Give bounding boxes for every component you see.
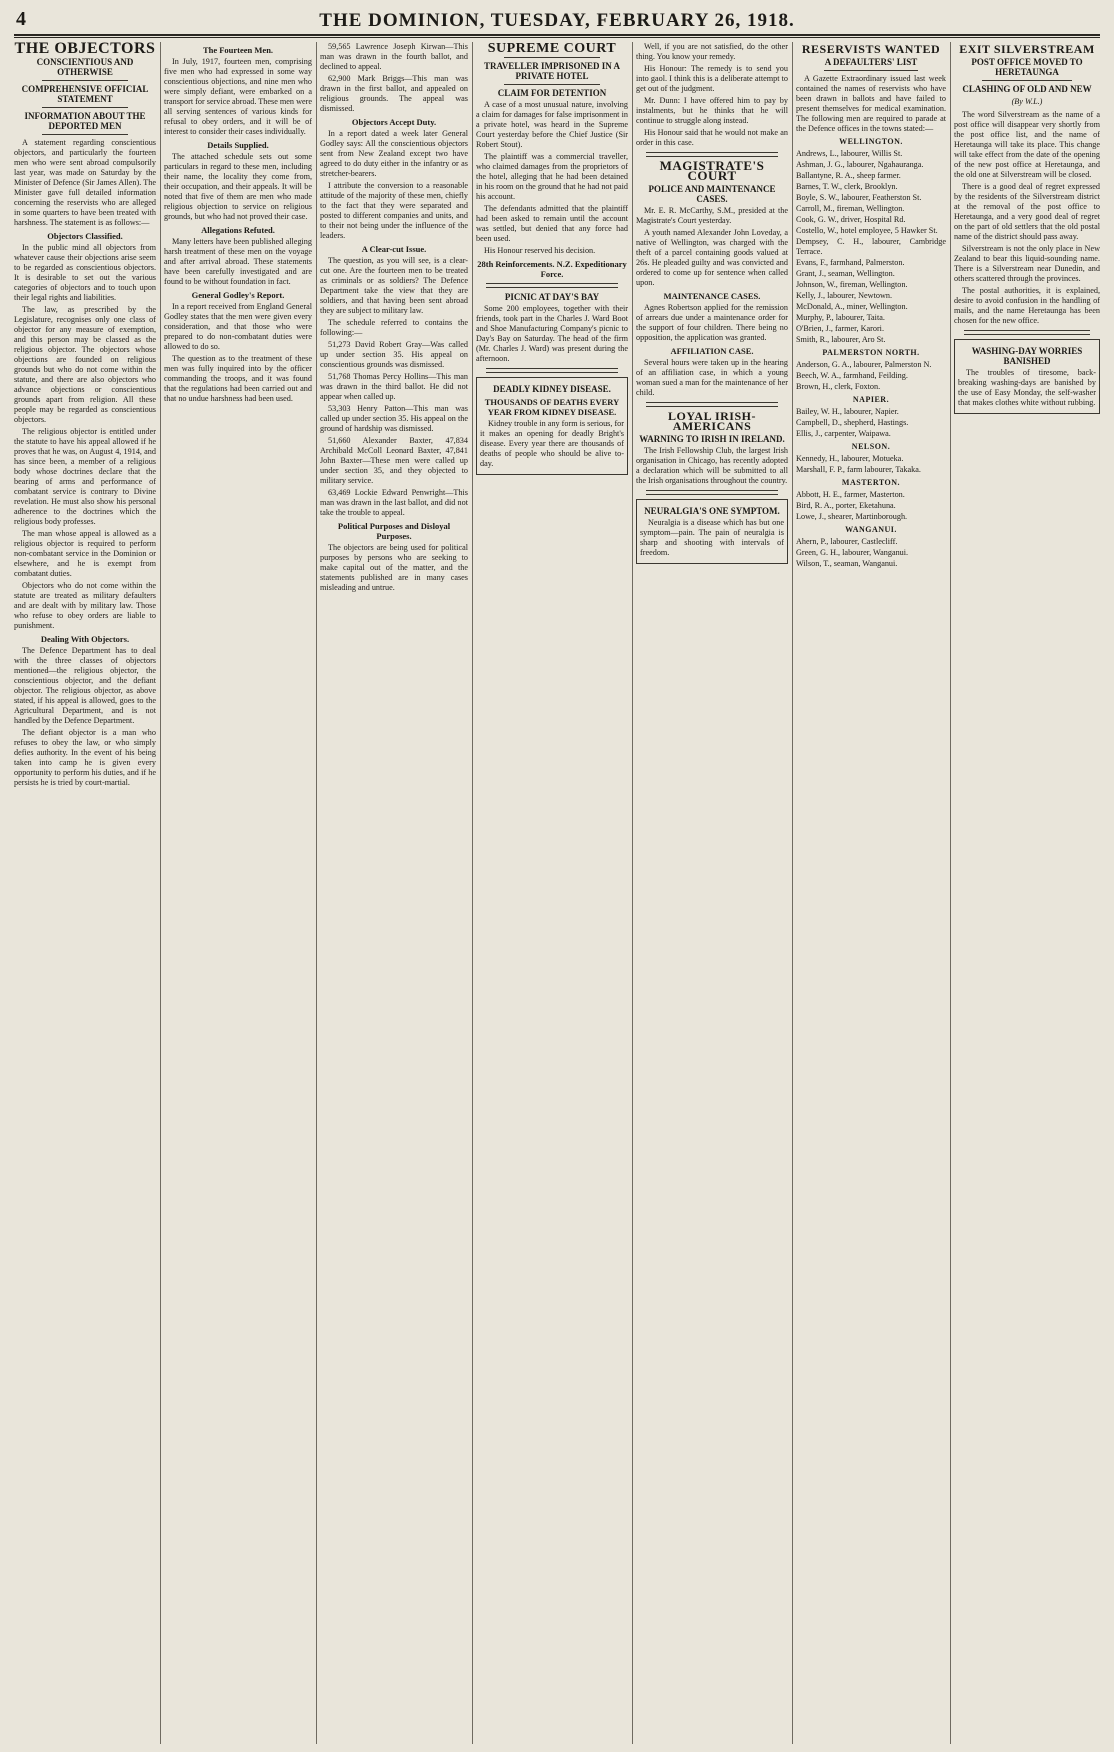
subhead-objectors: CONSCIENTIOUS AND OTHERWISE xyxy=(36,57,134,77)
column-rule xyxy=(632,42,633,1744)
article-paragraph: The attached schedule sets out some particulars in regard to these men, including their name, the locality they come from, their occupation, and their appeals. It will be noted that five of them are men who made religious objection to service on religious grounds, but who had not proved their case. xyxy=(164,152,312,221)
defaulter-entry: McDonald, A., miner, Wellington. xyxy=(796,302,908,311)
headline-irish: LOYAL IRISH-AMERICANS xyxy=(668,409,756,433)
article-paragraph: The defendants admitted that the plaintiff had been asked to remain until the account was settled, but denied that any force had been used. xyxy=(476,204,628,243)
defaulter-entry: Dempsey, C. H., labourer, Cambridge Terrace. xyxy=(796,237,946,256)
divider xyxy=(42,107,128,108)
headline-silverstream: EXIT SILVERSTREAM xyxy=(959,42,1095,56)
defaulter-entry: Andrews, L., labourer, Willis St. xyxy=(796,149,903,158)
article-paragraph: The plaintiff was a commercial traveller, who claimed damages from the proprietors of the hotel, alleging that he had been detained in his room on the ground that he had not paid his account. xyxy=(476,152,628,201)
place-heading: NELSON. xyxy=(851,442,891,451)
defaulter-entry: Wilson, T., seaman, Wanganui. xyxy=(796,559,898,568)
column-5 xyxy=(636,42,788,1744)
article-paragraph: The law, as prescribed by the Legislature, recognises only one class of objector for any measure of exemption, and this person may be classed as the religious objector. The objectors whose objections are founded on religious grounds but who do not come within the statute, and there are also objectors who advance objections or conscientious grounds apart from religion. All these people may be regarded as conscientious objectors. xyxy=(14,305,156,424)
schedule-entry: 51,660 Alexander Baxter, 47,834 Archibald McColl Leonard Baxter, 47,841 John Baxter—These men were called up under section 35, and they objected to military service. xyxy=(320,436,468,485)
defaulter-entry: Kelly, J., labourer, Newtown. xyxy=(796,291,893,300)
article-paragraph: The religious objector is entitled under the statute to have his appeal allowed if he proves that he was, on August 4, 1914, and has since been, a member of a religious body whose doctrines declare that the bearing of arms and performance of combatant service is contrary to Divine revelation. He must also show his personal adherence to the doctrines which the religious body professes. xyxy=(14,427,156,526)
ad-text: Kidney trouble in any form is serious, for it makes an opening for deadly Bright's disease. Every year there are thousands of deaths of people who should be alive to-day. xyxy=(480,419,624,468)
article-paragraph: The postal authorities, it is explained, desire to avoid confusion in the handling of mails, and the name Heretaunga has been chosen for the new office. xyxy=(954,286,1100,325)
defaulter-entry: Beech, W. A., farmhand, Feilding. xyxy=(796,371,908,380)
column-1 xyxy=(14,42,156,1744)
section-heading: Political Purposes and Disloyal Purposes. xyxy=(337,521,451,541)
ad-text: The troubles of tiresome, back-breaking washing-days are banished by the use of Easy Monday, the self-washer that makes clothes white without rubbing. xyxy=(958,368,1096,407)
defaulter-entry: Evans, F., farmhand, Palmerston. xyxy=(796,258,905,267)
article-paragraph: Many letters have been published alleging harsh treatment of these men on the voyage and after arrival abroad. These statements have been carefully investigated and are found to be without foundation in fact. xyxy=(164,237,312,286)
section-heading: MAINTENANCE CASES. xyxy=(663,291,761,301)
article-paragraph: I attribute the conversion to a reasonable attitude of the majority of these men, chiefly to the fact that they were separated and posted to different companies and units, and to their not being under the influence of the leaders. xyxy=(320,181,468,240)
newspaper-title: THE DOMINION, TUESDAY, FEBRUARY 26, 1918. xyxy=(319,10,795,31)
article-paragraph: There is a good deal of regret expressed by the residents of the Silverstream district at the removal of the post office to Heretaunga, and a very good deal of regret on the part of old settlers that the old postal name of the district should pass away. xyxy=(954,182,1100,241)
section-heading: Details Supplied. xyxy=(207,140,269,150)
defaulter-entry: Marshall, F. P., farm labourer, Takaka. xyxy=(796,465,921,474)
divider xyxy=(504,57,600,58)
subhead-picnic: PICNIC AT DAY'S BAY xyxy=(504,292,600,302)
defaulter-entry: Barnes, T. W., clerk, Brooklyn. xyxy=(796,182,898,191)
section-heading: Allegations Refuted. xyxy=(201,225,275,235)
article-paragraph: A statement regarding conscientious objectors, and particularly the fourteen men who were sent abroad compulsorily last year, was made on Saturday by the Minister of Defence (Sir James Allen). The Minister gave full detailed information concerning the reservists who are alleged in some quarters to have been treated with harshness. The statement is as follows:— xyxy=(14,138,156,227)
section-heading: Objectors Accept Duty. xyxy=(351,117,437,127)
ad-text: Neuralgia is a disease which has but one symptom—pain. The pain of neuralgia is sharp and shooting with intervals of freedom. xyxy=(640,518,784,557)
article-paragraph: The man whose appeal is allowed as a religious objector is required to perform non-combatant service in the Dominion or elsewhere, and he is exempt from combatant duties. xyxy=(14,529,156,578)
deck-warning: WARNING TO IRISH IN IRELAND. xyxy=(639,434,785,444)
place-heading: NAPIER. xyxy=(852,395,890,404)
article-paragraph: A case of a most unusual nature, involving a claim for damages for false imprisonment in a private hotel, was heard in the Supreme Court yesterday before the Chief Justice (Sir Robert Stout). xyxy=(476,100,628,149)
defaulter-entry: Smith, R., labourer, Aro St. xyxy=(796,335,886,344)
divider xyxy=(646,402,778,407)
defaulter-entry: Ballantyne, R. A., sheep farmer. xyxy=(796,171,901,180)
deck-statement: COMPREHENSIVE OFFICIAL STATEMENT xyxy=(21,84,149,104)
column-3 xyxy=(320,42,468,1744)
article-paragraph: A Gazette Extraordinary issued last week contained the names of reservists who have been drawn in ballots and have failed to present themselves for medical examination. The following men are required to parade at the Defence offices in the towns stated:— xyxy=(796,74,946,133)
deck-traveller: TRAVELLER IMPRISONED IN A PRIVATE HOTEL xyxy=(483,61,621,81)
section-heading: AFFILIATION CASE. xyxy=(670,346,754,356)
column-rule xyxy=(950,42,951,1744)
page-number: 4 xyxy=(16,8,26,30)
article-paragraph: In a report dated a week later General Godley says: All the conscientious objectors sent from New Zealand except two have agreed to do duty either in the infantry or as stretcher-bearers. xyxy=(320,129,468,178)
byline: (By W.L.) xyxy=(1011,97,1043,106)
defaulter-entry: Costello, W., hotel employee, 5 Hawker St. xyxy=(796,226,938,235)
article-paragraph: His Honour: The remedy is to send you into gaol. I think this is a deliberate attempt to get out of the judgment. xyxy=(636,64,788,93)
column-4 xyxy=(476,42,628,1744)
headline-objectors: THE OBJECTORS xyxy=(14,42,156,57)
notice-heading: 28th Reinforcements. N.Z. Expeditionary Force. xyxy=(477,259,627,279)
article-paragraph: The defiant objector is a man who refuses to obey the law, or who simply defies authority. In the event of his being taken into camp he is given every opportunity to perform his duties, and if he persists he is tried by court-martial. xyxy=(14,728,156,787)
defaulter-entry: Carroll, M., fireman, Wellington. xyxy=(796,204,905,213)
article-paragraph: The Irish Fellowship Club, the largest Irish organisation in Chicago, has recently adopted a declaration which will be submitted to all the Irish organisations throughout the country. xyxy=(636,446,788,485)
article-paragraph: Several hours were taken up in the hearing of an affiliation case, in which a young woman sued a man for the maintenance of her child. xyxy=(636,358,788,397)
divider xyxy=(824,70,918,71)
place-heading: MASTERTON. xyxy=(841,478,901,487)
defaulter-entry: Bailey, W. H., labourer, Napier. xyxy=(796,407,899,416)
defaulter-entry: Boyle, S. W., labourer, Featherston St. xyxy=(796,193,922,202)
headline-supreme-court: SUPREME COURT xyxy=(487,42,617,56)
article-paragraph: Objectors who do not come within the statute are treated as military defaulters and are dealt with by military law. Those who refuse to obey orders are liable to punishment. xyxy=(14,581,156,630)
advertisement-kidney xyxy=(476,377,628,475)
column-6 xyxy=(796,42,946,1744)
place-heading: WANGANUI. xyxy=(845,525,897,534)
article-paragraph: The word Silverstream as the name of a post office will disappear very shortly from the post office list, and the name of Heretaunga will take its place. This change will take effect from the date of the opening of the new post office at Heretaunga, and the old one at Silverstream will be closed. xyxy=(954,110,1100,179)
column-7 xyxy=(954,42,1100,1744)
masthead-rule xyxy=(14,37,1100,38)
column-rule xyxy=(792,42,793,1744)
article-paragraph: Mr. Dunn: I have offered him to pay by instalments, but he thinks that he will continue to struggle along instead. xyxy=(636,96,788,125)
section-heading: The Fourteen Men. xyxy=(202,45,274,55)
section-heading: A Clear-cut Issue. xyxy=(361,244,427,254)
defaulter-entry: Kennedy, H., labourer, Motueka. xyxy=(796,454,904,463)
deck-clashing: CLASHING OF OLD AND NEW xyxy=(962,84,1092,94)
divider xyxy=(504,84,600,85)
article-paragraph: His Honour said that he would not make an order in this case. xyxy=(636,128,788,147)
divider xyxy=(486,368,618,373)
defaulter-entry: Campbell, D., shepherd, Hastings. xyxy=(796,418,909,427)
article-paragraph: The question, as you will see, is a clear-cut one. Are the fourteen men to be treated as criminals or as soldiers? The Defence Department take the view that they are soldiers, and that having been sent abroad they are subject to military law. xyxy=(320,256,468,315)
defaulter-entry: Lowe, J., shearer, Martinborough. xyxy=(796,512,908,521)
defaulter-entry: Ahern, P., labourer, Castlecliff. xyxy=(796,537,898,546)
column-rule xyxy=(160,42,161,1744)
ad-subheading: THOUSANDS OF DEATHS EVERY YEAR FROM KIDNEY DISEASE. xyxy=(484,397,620,417)
section-heading: Dealing With Objectors. xyxy=(40,634,130,644)
divider xyxy=(964,330,1090,335)
schedule-entry: 53,303 Henry Patton—This man was called up under section 35. His appeal on the ground of hardship was dismissed. xyxy=(320,404,468,433)
section-heading: General Godley's Report. xyxy=(191,290,285,300)
article-paragraph: Agnes Robertson applied for the remission of arrears due under a maintenance order for the support of four children. There being no opposition, the application was granted. xyxy=(636,303,788,342)
defaulter-entry: Cook, G. W., driver, Hospital Rd. xyxy=(796,215,906,224)
defaulter-entry: Ashman, J. G., labourer, Ngahauranga. xyxy=(796,160,924,169)
deck-defaulters: A DEFAULTERS' LIST xyxy=(824,57,918,67)
divider xyxy=(646,152,778,157)
column-rule xyxy=(472,42,473,1744)
article-paragraph: 62,900 Mark Briggs—This man was drawn in the first ballot, and appealed on religious grounds. The appeal was dismissed. xyxy=(320,74,468,113)
divider xyxy=(42,80,128,81)
article-paragraph: Well, if you are not satisfied, do the other thing. You know your remedy. xyxy=(636,42,788,61)
divider xyxy=(646,490,778,495)
defaulter-entry: Johnson, W., fireman, Wellington. xyxy=(796,280,908,289)
article-paragraph: The question as to the treatment of these men was fully inquired into by the officer commanding the troops, and it was found that the regulations had been carried out and that no undue harshness had been used. xyxy=(164,354,312,403)
masthead xyxy=(14,8,1100,36)
article-paragraph: His Honour reserved his decision. xyxy=(484,246,596,255)
defaulter-entry: Murphy, P., labourer, Taita. xyxy=(796,313,885,322)
defaulter-entry: Ellis, J., carpenter, Waipawa. xyxy=(796,429,891,438)
deck-information: INFORMATION ABOUT THE DEPORTED MEN xyxy=(24,111,146,131)
article-paragraph: The schedule referred to contains the following:— xyxy=(320,318,468,337)
deck-claim: CLAIM FOR DETENTION xyxy=(497,88,607,98)
schedule-entry: 51,768 Thomas Percy Hollins—This man was drawn in the third ballot. He did not appear when called up. xyxy=(320,372,468,401)
divider xyxy=(42,134,128,135)
defaulter-entry: Anderson, G. A., labourer, Palmerston N. xyxy=(796,360,932,369)
article-paragraph: Silverstream is not the only place in New Zealand to bear this liquid-sounding name. There is a Silverstream near Dunedin, and others scattered through the provinces. xyxy=(954,244,1100,283)
defaulter-entry: O'Brien, J., farmer, Karori. xyxy=(796,324,884,333)
defaulter-entry: Brown, H., clerk, Foxton. xyxy=(796,382,881,391)
article-paragraph: In the public mind all objectors from whatever cause their objections arise seem to be regarded as conscientious objectors. It is desirable to set out the various categories of objectors and to touch upon their legal rights and liabilities. xyxy=(14,243,156,302)
place-heading: WELLINGTON. xyxy=(839,137,903,146)
defaulter-entry: Abbott, H. E., farmer, Masterton. xyxy=(796,490,905,499)
advertisement-neuralgia xyxy=(636,499,788,564)
ad-heading: WASHING-DAY WORRIES BANISHED xyxy=(971,346,1083,366)
divider xyxy=(486,283,618,288)
defaulter-entry: Bird, R. A., porter, Eketahuna. xyxy=(796,501,896,510)
column-rule xyxy=(316,42,317,1744)
article-paragraph: 59,565 Lawrence Joseph Kirwan—This man was drawn in the fourth ballot, and declined to appeal. xyxy=(320,42,468,71)
headline-magistrate: MAGISTRATE'S COURT xyxy=(659,158,765,183)
deck-post-office: POST OFFICE MOVED TO HERETAUNGA xyxy=(971,57,1083,77)
deck-police: POLICE AND MAINTENANCE CASES. xyxy=(648,184,776,204)
ad-heading: NEURALGIA'S ONE SYMPTOM. xyxy=(644,506,780,516)
article-paragraph: In July, 1917, fourteen men, comprising five men who had expressed in some way conscientious objections, and nine men who were simply defiant, were embarked on a transport for service abroad. These men were all serving sentences of various kinds for refusal to obey orders, and it will be of interest to consider their cases individually. xyxy=(164,57,312,136)
schedule-entry: 51,273 David Robert Gray—Was called up under section 35. His appeal on conscientious grounds was dismissed. xyxy=(320,340,468,369)
article-paragraph: The Defence Department has to deal with the three classes of objectors mentioned—the religious objector, the conscientious objector, and the defiant objector. The religious objector, as above stated, if his appeal is allowed, goes to the Agricultural Department, and is not handled by the Defence Department. xyxy=(14,646,156,725)
article-paragraph: Mr. E. R. McCarthy, S.M., presided at the Magistrate's Court yesterday. xyxy=(636,206,788,225)
divider xyxy=(982,80,1072,81)
advertisement-washing xyxy=(954,339,1100,414)
schedule-entry: 63,469 Lockie Edward Penwright—This man was drawn in the last ballot, and did not take the trouble to appeal. xyxy=(320,488,468,517)
article-paragraph: A youth named Alexander John Loveday, a native of Wellington, was charged with the theft of a parcel containing goods valued at 26s. He pleaded guilty and was convicted and ordered to come up for sentence when called upon. xyxy=(636,228,788,287)
defaulters-list xyxy=(796,137,946,569)
article-paragraph: In a report received from England General Godley states that the men were given every consideration, and that those who were prepared to do non-combatant duties were allowed to do so. xyxy=(164,302,312,351)
article-paragraph: Some 200 employees, together with their friends, took part in the Charles J. Ward Boot and Shoe Manufacturing Company's picnic to Day's Bay on Saturday. The head of the firm (Mr. Charles J. Ward) was present during the afternoon. xyxy=(476,304,628,363)
ad-heading: DEADLY KIDNEY DISEASE. xyxy=(493,384,611,394)
defaulter-entry: Grant, J., seaman, Wellington. xyxy=(796,269,895,278)
defaulter-entry: Green, G. H., labourer, Wanganui. xyxy=(796,548,909,557)
headline-reservists: RESERVISTS WANTED xyxy=(801,42,941,56)
column-2 xyxy=(164,42,312,1744)
place-heading: PALMERSTON NORTH. xyxy=(822,348,920,357)
article-paragraph: The objectors are being used for political purposes by persons who are seeking to make capital out of the matter, and the statements published are in many cases misleading and untrue. xyxy=(320,543,468,592)
section-heading: Objectors Classified. xyxy=(47,231,123,241)
